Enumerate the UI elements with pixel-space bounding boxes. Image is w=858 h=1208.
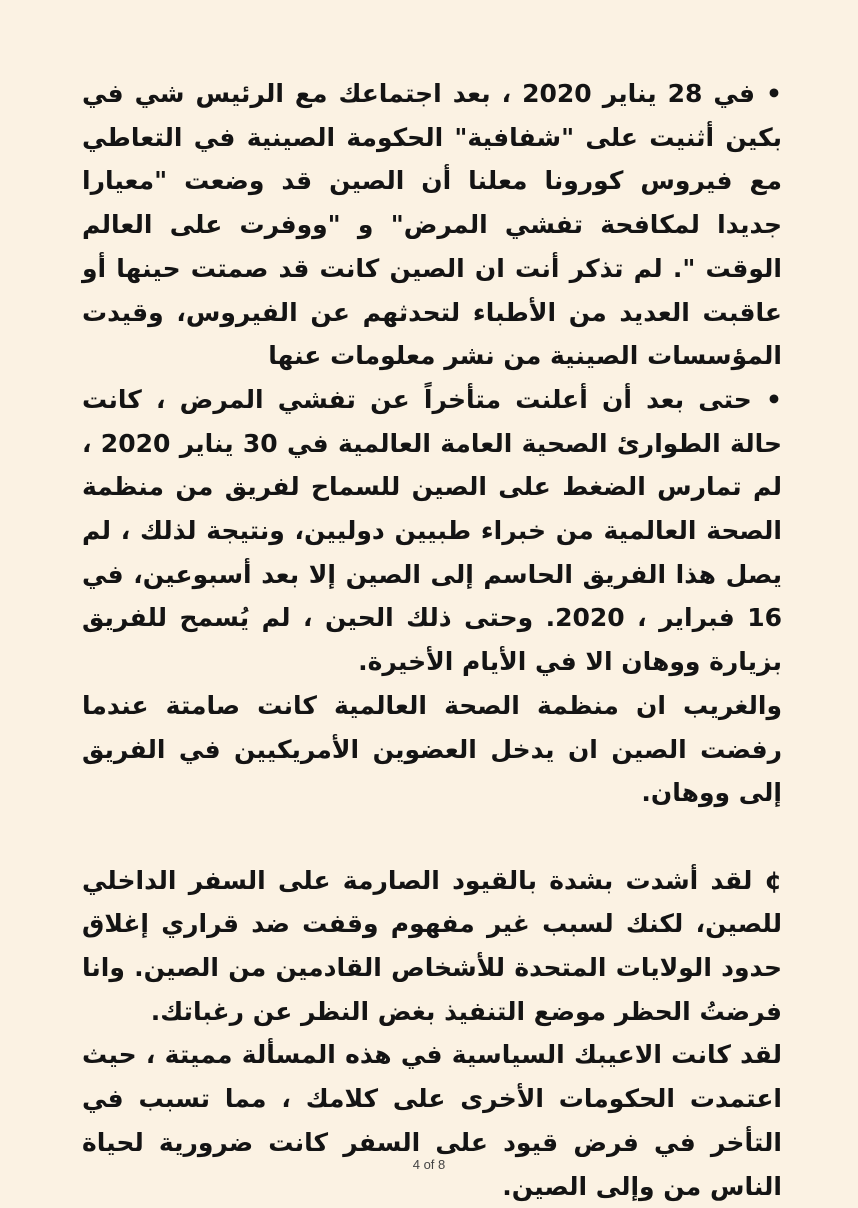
paragraph-beijing-meeting: • في 28 يناير 2020 ، بعد اجتماعك مع الرئيس شي في بكين أثنيت على "شفافية" الحكومة الصينية في التعاطي مع فيروس كورونا معلنا أن الصين قد وضعت "معيارا جديدا لمكافحة تفشي المرض" و "ووفرت على العالم الوقت ". لم تذكر أنت ان الصين كانت قد صمتت حينها أو عاقبت العديد من الأطباء لتحدثهم عن الفيروس، وقيدت المؤسسات الصينية من نشر معلومات عنها [82,79,782,371]
paragraph-who-silence: والغريب ان منظمة الصحة العالمية كانت صامتة عندما رفضت الصين ان يدخل العضوين الأمريكيين في الفريق إلى ووهان. [82,690,782,808]
paragraph-travel-restrictions: ¢ لقد أشدت بشدة بالقيود الصارمة على السفر الداخلي للصين، لكنك لسبب غير مفهوم وقفت ضد قراري إغلاق حدود الولايات المتحدة للأشخاص القادمين من الصين. وانا فرضتُ الحظر موضع التنفيذ بغض النظر عن رغباتك. [82,865,782,1026]
paragraph-spacer [82,815,782,859]
letter-body [82,72,782,1208]
page-number: 4 of 8 [412,1157,446,1172]
paragraph-political-games: لقد كانت الاعيبك السياسية في هذه المسألة مميتة ، حيث اعتمدت الحكومات الأخرى على كلامك ، مما تسبب في التأخر في فرض قيود على السفر كانت ضرورية لحياة الناس من وإلى الصين. [82,1040,782,1201]
paragraph-emergency-declaration: • حتى بعد أن أعلنت متأخراً عن تفشي المرض ، كانت حالة الطوارئ الصحية العامة العالمية في 30 يناير 2020 ، لم تمارس الضغط على الصين للسماح لفريق من منظمة الصحة العالمية من خبراء طبيين دوليين، ونتيجة لذلك ، لم يصل هذا الفريق الحاسم إلى الصين إلا بعد أسبوعين، في 16 فبراير ، 2020. وحتى ذلك الحين ، لم يُسمح للفريق بزيارة ووهان الا في الأيام الأخيرة. [82,384,782,677]
